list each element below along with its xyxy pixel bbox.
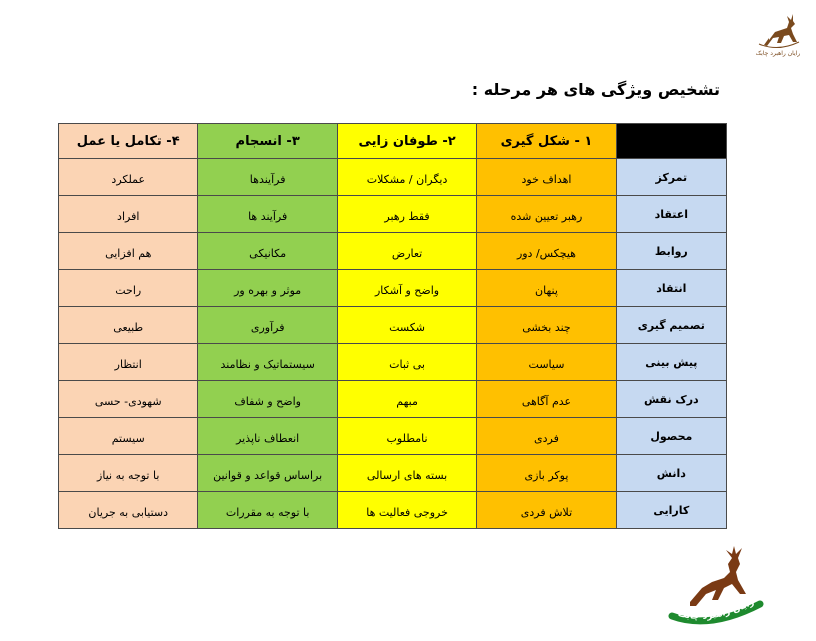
table-cell: پنهان [477, 270, 616, 307]
row-label: روابط [616, 233, 726, 270]
svg-text:رایان راهبرد چابک [677, 597, 756, 621]
table-row [59, 418, 727, 455]
table-row [59, 307, 727, 344]
row-label: اعتقاد [616, 196, 726, 233]
table-row [59, 233, 727, 270]
table-row [59, 381, 727, 418]
table-cell: عملکرد [59, 159, 198, 196]
table-cell: براساس قواعد و قوانین [198, 455, 337, 492]
table-cell: سیستماتیک و نظامند [198, 344, 337, 381]
table-cell: فرآیند ها [198, 196, 337, 233]
deer-logo-icon [751, 10, 805, 52]
header-row [59, 124, 727, 159]
table-cell: فقط رهبر [337, 196, 476, 233]
table-cell: تعارض [337, 233, 476, 270]
header-stage-performing: ۴- تکامل یا عمل [59, 124, 198, 159]
table-cell: شهودی- حسی [59, 381, 198, 418]
table-cell: سیاست [477, 344, 616, 381]
table-cell: چند بخشی [477, 307, 616, 344]
table-cell: بی ثبات [337, 344, 476, 381]
table-row [59, 270, 727, 307]
row-label: تمرکز [616, 159, 726, 196]
stage-characteristics-table [58, 123, 727, 529]
table-row [59, 159, 727, 196]
table-cell: واضح و شفاف [198, 381, 337, 418]
row-label: محصول [616, 418, 726, 455]
row-label: تصمیم گیری [616, 307, 726, 344]
top-logo-text: رایان راهبرد چابک [755, 50, 801, 57]
leaping-deer-logo-icon [668, 544, 764, 626]
row-label: پیش بینی [616, 344, 726, 381]
table-row [59, 492, 727, 529]
table-cell: دستیابی به جریان [59, 492, 198, 529]
table-cell: هم افزایی [59, 233, 198, 270]
table-cell: افراد [59, 196, 198, 233]
table-cell: اهداف خود [477, 159, 616, 196]
table-row [59, 455, 727, 492]
table-cell: سیستم [59, 418, 198, 455]
table-cell: نامطلوب [337, 418, 476, 455]
bottom-logo-text: رایان راهبرد چابک [676, 597, 756, 622]
table-cell: فرآوری [198, 307, 337, 344]
header-stage-forming: ۱ - شکل گیری [477, 124, 616, 159]
table-cell: عدم آگاهی [477, 381, 616, 418]
table-cell: تلاش فردی [477, 492, 616, 529]
table-cell: مکانیکی [198, 233, 337, 270]
table-cell: دیگران / مشکلات [337, 159, 476, 196]
table-cell: خروجی فعالیت ها [337, 492, 476, 529]
header-stage-storming: ۲- طوفان زایی [337, 124, 476, 159]
top-logo [746, 10, 810, 62]
table-cell: طبیعی [59, 307, 198, 344]
table-cell: رهبر تعیین شده [477, 196, 616, 233]
table-row [59, 196, 727, 233]
table-cell: هیچکس/ دور [477, 233, 616, 270]
table-cell: بسته های ارسالی [337, 455, 476, 492]
table-cell: فرآیندها [198, 159, 337, 196]
table-cell: پوکر بازی [477, 455, 616, 492]
table-row [59, 344, 727, 381]
table-cell: مبهم [337, 381, 476, 418]
table-cell: واضح و آشکار [337, 270, 476, 307]
bottom-logo [668, 544, 764, 626]
table-cell: موثر و بهره ور [198, 270, 337, 307]
table-cell: با توجه به نیاز [59, 455, 198, 492]
header-corner [616, 124, 726, 159]
row-label: دانش [616, 455, 726, 492]
table-cell: انعطاف ناپذیر [198, 418, 337, 455]
table-cell: راحت [59, 270, 198, 307]
header-stage-norming: ۳- انسجام [198, 124, 337, 159]
row-label: انتقاد [616, 270, 726, 307]
table-cell: انتظار [59, 344, 198, 381]
row-label: کارایی [616, 492, 726, 529]
page-title: تشخیص ویژگی های هر مرحله : [471, 80, 720, 99]
table-cell: فردی [477, 418, 616, 455]
table-cell: شکست [337, 307, 476, 344]
table-cell: با توجه به مقررات [198, 492, 337, 529]
row-label: درک نقش [616, 381, 726, 418]
